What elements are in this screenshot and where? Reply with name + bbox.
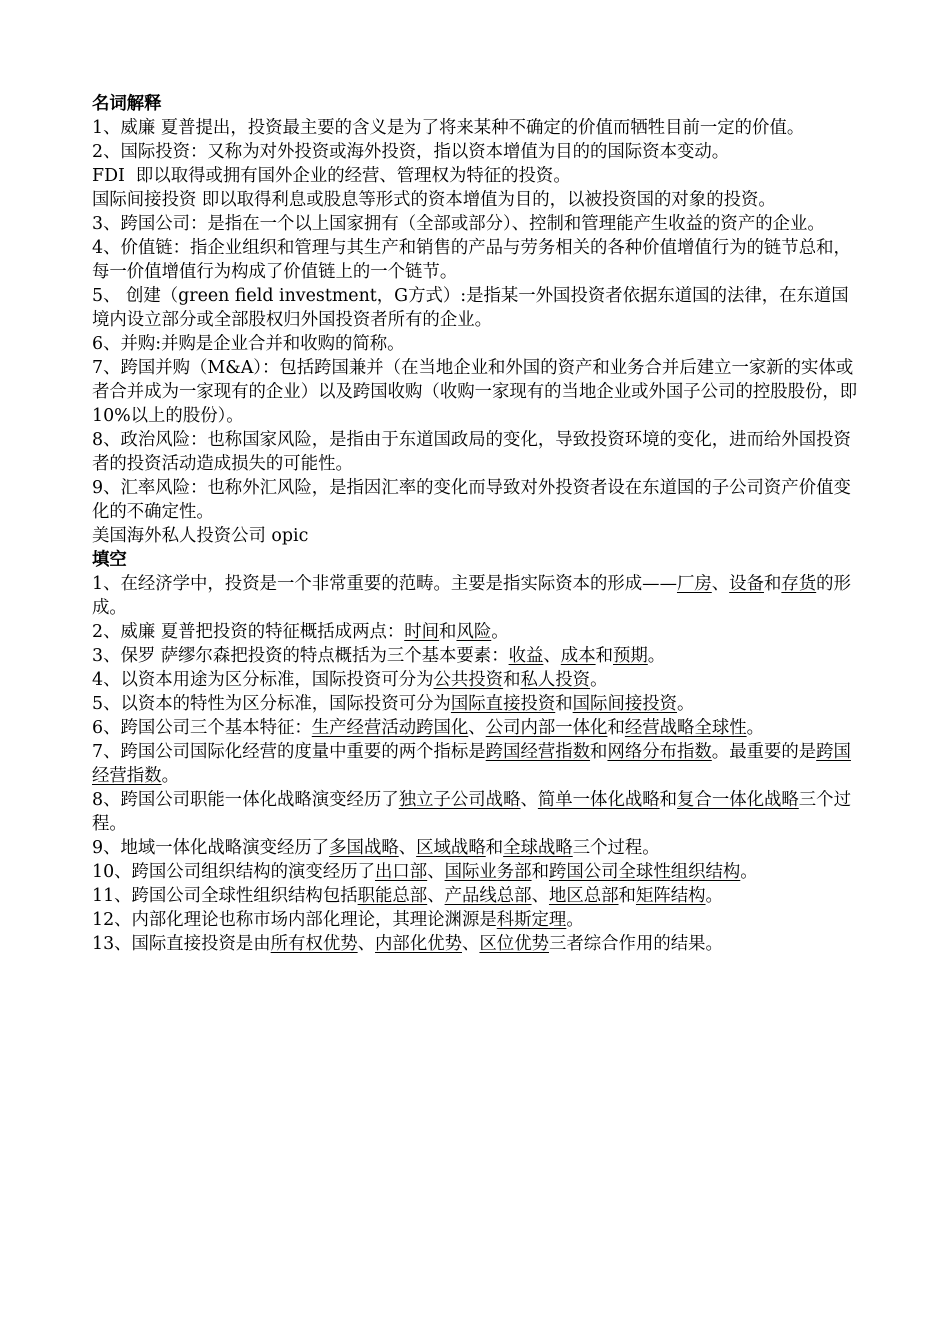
answer-text: 内部化优势 <box>375 934 462 954</box>
glossary-item <box>92 188 858 212</box>
paragraph-text: 1、威廉 夏普提出，投资最主要的含义是为了将来某种不确定的价值而牺牲目前一定的价值。 <box>92 118 805 138</box>
glossary-item <box>92 164 858 188</box>
answer-text: 全球战略 <box>503 838 573 858</box>
paragraph-text: FDI 即以取得或拥有国外企业的经营、管理权为特征的投资。 <box>92 166 571 186</box>
paragraph-text: 13、国际直接投资是由 <box>92 934 271 954</box>
answer-text: 生产经营活动跨国化 <box>311 718 469 738</box>
paragraph-text: 11、跨国公司全球性组织结构包括 <box>92 886 358 906</box>
answer-text: 所有权优势 <box>270 934 358 954</box>
paragraph-text: 5、以资本的特性为区分标准，国际投资可分为 <box>92 694 451 714</box>
paragraph-text: 和 <box>555 694 573 714</box>
paragraph-text: 。最重要的是 <box>711 742 817 762</box>
fill-blank-item <box>92 740 858 788</box>
paragraph-text: 和 <box>439 622 457 642</box>
paragraph-text: 、 <box>398 838 417 858</box>
paragraph-text: 美国海外私人投资公司 opic <box>92 526 309 546</box>
paragraph-text: 。 <box>705 886 723 906</box>
answer-text: 独立子公司战略 <box>398 790 521 810</box>
paragraph-text: 。 <box>566 910 584 930</box>
paragraph-text: 9、汇率风险：也称外汇风险，是指因汇率的变化而导致对外投资者设在东道国的子公司资产价值变化的不确定性。 <box>92 478 851 522</box>
paragraph-text: 、 <box>462 934 480 954</box>
answer-text: 预期 <box>613 646 648 666</box>
answer-text: 厂房 <box>676 574 712 594</box>
section-title-glossary: 名词解释 <box>92 94 162 114</box>
section-title-fill-blanks: 填空 <box>92 550 127 570</box>
answer-text: 简单一体化战略 <box>537 790 660 810</box>
answer-text: 复合一体化战略 <box>677 790 799 810</box>
paragraph-text: 、 <box>357 934 376 954</box>
paragraph-text: 9、地域一体化战略演变经历了 <box>92 838 330 858</box>
paragraph-text: 。 <box>740 862 758 882</box>
glossary-list <box>92 116 858 548</box>
fill-blank-item <box>92 644 858 668</box>
answer-text: 成本 <box>560 646 596 666</box>
paragraph-text: 、 <box>531 886 549 906</box>
paragraph-text: 12、内部化理论也称市场内部化理论，其理论渊源是 <box>92 910 497 930</box>
glossary-item <box>92 140 858 164</box>
answer-text: 公共投资 <box>433 670 504 690</box>
answer-text: 经营战略全球性 <box>624 718 747 738</box>
answer-text: 国际业务部 <box>444 862 532 882</box>
paragraph-text: 6、跨国公司三个基本特征： <box>92 718 312 738</box>
paragraph-text: 4、价值链：指企业组织和管理与其生产和销售的产品与劳务相关的各种价值增值行为的链节总和，每一价值增值行为构成了价值链上的一个链节。 <box>92 238 851 282</box>
glossary-item <box>92 212 858 236</box>
paragraph-text: 和 <box>503 670 521 690</box>
paragraph-text: 3、保罗 萨缪尔森把投资的特点概括为三个基本要素： <box>92 646 509 666</box>
fill-blank-item <box>92 668 858 692</box>
glossary-item <box>92 476 858 524</box>
glossary-item <box>92 356 858 428</box>
answer-text: 跨国公司全球性组织结构 <box>548 862 741 882</box>
fill-blank-item <box>92 572 858 620</box>
paragraph-text: 7、跨国公司国际化经营的度量中重要的两个指标是 <box>92 742 486 762</box>
fill-blank-item <box>92 860 858 884</box>
answer-text: 多国战略 <box>329 838 399 858</box>
glossary-item <box>92 284 858 332</box>
paragraph-text: 和 <box>763 574 782 594</box>
paragraph-text: 。 <box>491 622 509 642</box>
paragraph-text: 。 <box>647 646 666 666</box>
answer-text: 矩阵结构 <box>635 886 706 906</box>
fill-blank-item <box>92 932 858 956</box>
paragraph-text: 5、 创建（green field investment，G方式）:是指某一外国投资者依据东道国的法律，在东道国境内设立部分或全部股权归外国投资者所有的企业。 <box>92 286 849 330</box>
answer-text: 私人投资 <box>520 670 591 690</box>
answer-text: 产品线总部 <box>444 886 532 906</box>
answer-text: 时间 <box>404 622 440 642</box>
paragraph-text: 2、国际投资：又称为对外投资或海外投资，指以资本增值为目的的国际资本变动。 <box>92 142 730 162</box>
paragraph-text: 三个过程。 <box>92 790 851 834</box>
answer-text: 国际间接投资 <box>572 694 678 714</box>
paragraph-text: 6、并购:并购是企业合并和收购的简称。 <box>92 334 405 354</box>
paragraph-text: 2、威廉 夏普把投资的特征概括成两点： <box>92 622 405 642</box>
fill-blank-item <box>92 836 858 860</box>
answer-text: 国际直接投资 <box>450 694 556 714</box>
document-page <box>92 92 858 956</box>
paragraph-text: 和 <box>607 718 625 738</box>
fill-blanks-list <box>92 572 858 956</box>
answer-text: 出口部 <box>375 862 428 882</box>
answer-text: 风险 <box>456 622 492 642</box>
fill-blank-item <box>92 884 858 908</box>
fill-blank-item <box>92 908 858 932</box>
paragraph-text: 。 <box>677 694 695 714</box>
paragraph-text: 3、跨国公司：是指在一个以上国家拥有（全部或部分）、控制和管理能产生收益的资产的企业。 <box>92 214 825 234</box>
answer-text: 跨国经营指数 <box>92 742 851 786</box>
paragraph-text: 、 <box>711 574 730 594</box>
answer-text: 收益 <box>508 646 544 666</box>
paragraph-text: 三者综合作用的结果。 <box>548 934 723 954</box>
paragraph-text: 、 <box>520 790 538 810</box>
paragraph-text: 三个过程。 <box>572 838 660 858</box>
paragraph-text: 国际间接投资 即以取得利息或股息等形式的资本增值为目的，以被投资国的对象的投资。 <box>92 190 776 210</box>
fill-blank-item <box>92 788 858 836</box>
paragraph-text: 、 <box>427 886 445 906</box>
paragraph-text: 。 <box>746 718 765 738</box>
answer-text: 地区总部 <box>548 886 619 906</box>
paragraph-text: 8、政治风险：也称国家风险，是指由于东道国政局的变化，导致投资环境的变化，进而给外国投资者的投资活动造成损失的可能性。 <box>92 430 851 474</box>
answer-text: 存货 <box>781 574 817 594</box>
paragraph-text: 1、在经济学中，投资是一个非常重要的范畴。主要是指实际资本的形成—— <box>92 574 677 594</box>
paragraph-text: 的形成。 <box>92 574 851 618</box>
paragraph-text: 和 <box>590 742 608 762</box>
paragraph-text: 和 <box>485 838 504 858</box>
paragraph-text: 和 <box>618 886 636 906</box>
paragraph-text: 10、跨国公司组织结构的演变经历了 <box>92 862 375 882</box>
glossary-item <box>92 524 858 548</box>
paragraph-text: 7、跨国并购（M&A）：包括跨国兼并（在当地企业和外国的资产和业务合并后建立一家新的实体或者合并成为一家现有的企业）以及跨国收购（收购一家现有的当地企业或外国子公司的控股股份，即10%以上的股份）。 <box>92 358 858 426</box>
paragraph-text: 和 <box>659 790 678 810</box>
paragraph-text: 。 <box>161 766 179 786</box>
answer-text: 科斯定理 <box>496 910 567 930</box>
fill-blank-item <box>92 620 858 644</box>
answer-text: 公司内部一体化 <box>485 718 608 738</box>
answer-text: 设备 <box>729 574 764 594</box>
glossary-item <box>92 236 858 284</box>
answer-text: 网络分布指数 <box>607 742 712 762</box>
paragraph-text: 、 <box>468 718 486 738</box>
answer-text: 区位优势 <box>479 934 549 954</box>
paragraph-text: 8、跨国公司职能一体化战略演变经历了 <box>92 790 399 810</box>
fill-blank-item <box>92 716 858 740</box>
paragraph-text: 4、以资本用途为区分标准，国际投资可分为 <box>92 670 434 690</box>
glossary-item <box>92 116 858 140</box>
answer-text: 职能总部 <box>357 886 428 906</box>
paragraph-text: 、 <box>543 646 561 666</box>
paragraph-text: 、 <box>427 862 445 882</box>
answer-text: 跨国经营指数 <box>485 742 591 762</box>
paragraph-text: 和 <box>531 862 549 882</box>
glossary-item <box>92 428 858 476</box>
fill-blank-item <box>92 692 858 716</box>
glossary-item <box>92 332 858 356</box>
answer-text: 区域战略 <box>416 838 486 858</box>
paragraph-text: 。 <box>590 670 608 690</box>
paragraph-text: 和 <box>595 646 613 666</box>
